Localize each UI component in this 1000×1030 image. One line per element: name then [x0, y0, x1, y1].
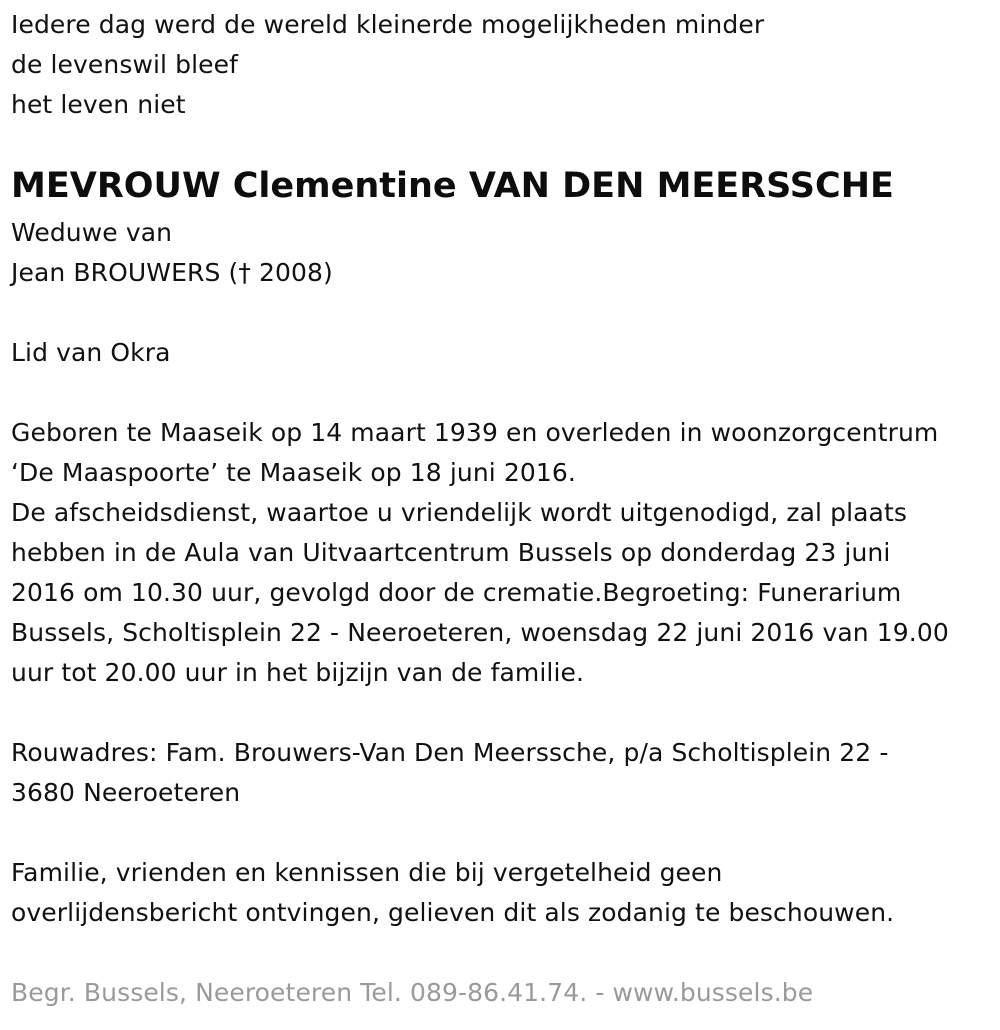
- notice-line: overlijdensbericht ontvingen, gelieven dit als zodanig te beschouwen.: [11, 898, 895, 927]
- details-line: uur tot 20.00 uur in het bijzijn van de familie.: [11, 658, 585, 687]
- poem-line: het leven niet: [11, 90, 186, 119]
- footer-funeral-home: Begr. Bussels, Neeroeteren Tel. 089-86.41.74. - www.bussels.be: [11, 978, 814, 1007]
- details-line: 2016 om 10.30 uur, gevolgd door de crematie.Begroeting: Funerarium: [11, 578, 902, 607]
- address-line: Rouwadres: Fam. Brouwers-Van Den Meerssche, p/a Scholtisplein 22 -: [11, 738, 889, 767]
- poem-line: Iedere dag werd de wereld kleinerde mogelijkheden minder: [11, 10, 765, 39]
- address-line: 3680 Neeroeteren: [11, 778, 241, 807]
- relation-line: Weduwe van: [11, 218, 173, 247]
- details-line: Geboren te Maaseik op 14 maart 1939 en overleden in woonzorgcentrum: [11, 418, 939, 447]
- details-line: hebben in de Aula van Uitvaartcentrum Bussels op donderdag 23 juni: [11, 538, 891, 567]
- notice-line: Familie, vrienden en kennissen die bij vergetelheid geen: [11, 858, 723, 887]
- details-line: De afscheidsdienst, waartoe u vriendelijk wordt uitgenodigd, zal plaats: [11, 498, 907, 527]
- poem-line: de levenswil bleef: [11, 50, 239, 79]
- deceased-name-title: MEVROUW Clementine VAN DEN MEERSSCHE: [11, 166, 894, 206]
- details-line: Bussels, Scholtisplein 22 - Neeroeteren, woensdag 22 juni 2016 van 19.00: [11, 618, 949, 647]
- details-line: ‘De Maaspoorte’ te Maaseik op 18 juni 2016.: [11, 458, 576, 487]
- membership: Lid van Okra: [11, 338, 171, 367]
- relation-line: Jean BROUWERS († 2008): [11, 258, 333, 287]
